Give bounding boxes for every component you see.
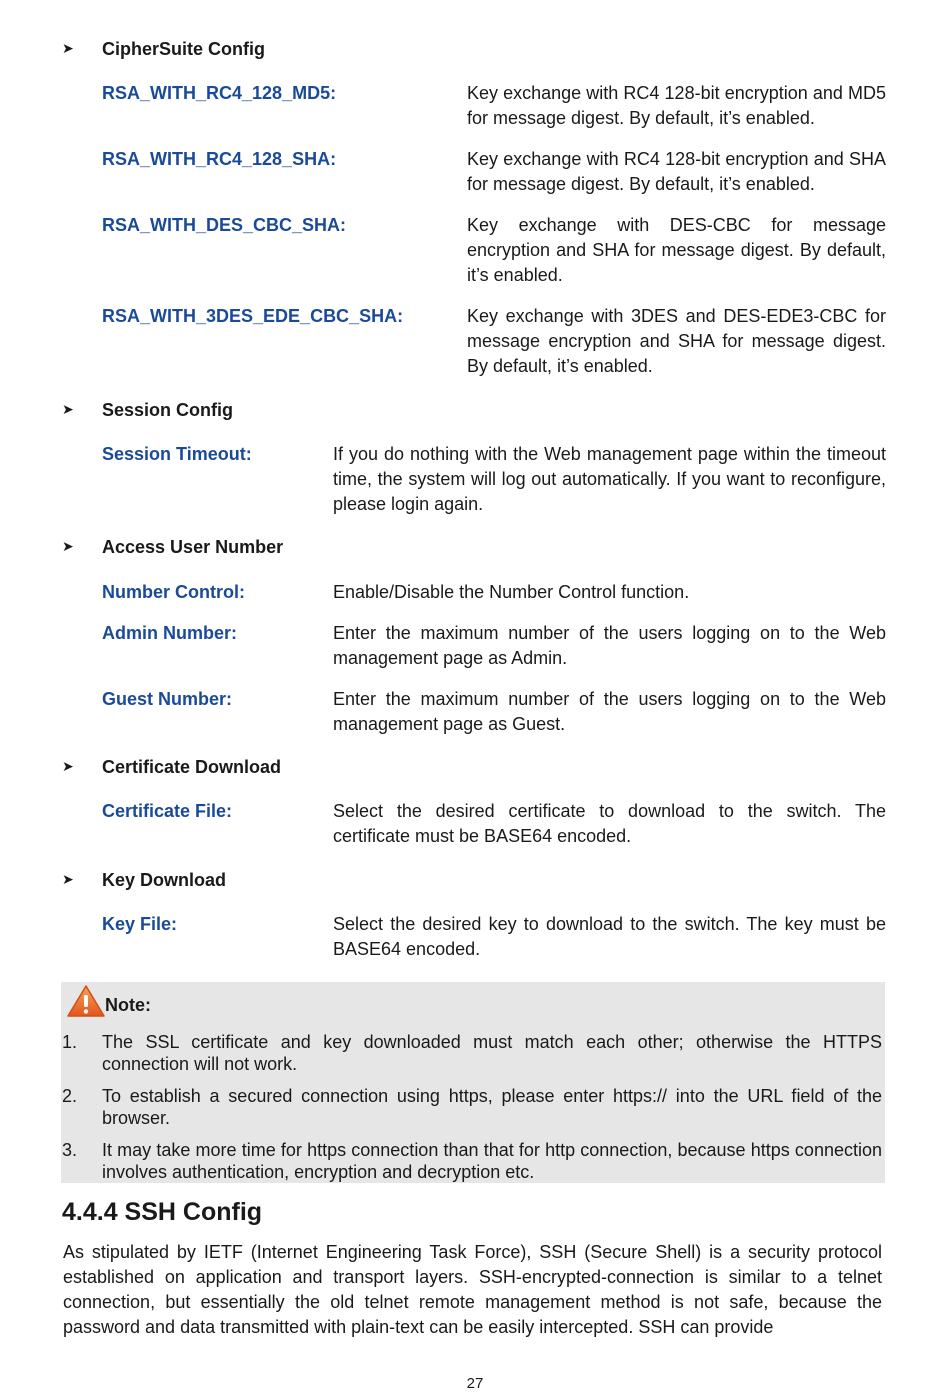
- section-title: Certificate Download: [102, 757, 282, 777]
- term-certificate-file: Certificate File:: [102, 801, 233, 821]
- section-title: Access User Number: [102, 537, 284, 557]
- section-heading-ssh-config: 4.4.4 SSH Config: [62, 1198, 263, 1226]
- desc-certificate-file: Select the desired certificate to download to the switch. The certificate must be BASE64 encoded.: [333, 801, 886, 846]
- desc-rsa-rc4-sha: Key exchange with RC4 128-bit encryption and SHA for message digest. By default, it’s enabled.: [467, 149, 886, 194]
- term-rsa-rc4-md5: RSA_WITH_RC4_128_MD5:: [102, 83, 337, 103]
- term-admin-number: Admin Number:: [102, 623, 237, 643]
- note-label: Note:: [105, 995, 151, 1015]
- section-heading-access-user-number: [62, 535, 283, 560]
- term-rsa-des-cbc-sha: RSA_WITH_DES_CBC_SHA:: [102, 215, 347, 235]
- arrowhead-bullet-icon: ➤: [62, 41, 74, 57]
- note-item: [62, 1031, 882, 1075]
- page-number: 27: [466, 1375, 484, 1392]
- section-title: Session Config: [102, 400, 234, 420]
- term-rsa-3des-ede-cbc-sha: RSA_WITH_3DES_EDE_CBC_SHA:: [102, 306, 404, 326]
- note-title: [66, 984, 151, 1018]
- term-rsa-rc4-sha: RSA_WITH_RC4_128_SHA:: [102, 149, 337, 169]
- note-item: [62, 1085, 882, 1129]
- arrowhead-bullet-icon: ➤: [62, 402, 74, 418]
- note-item-number: 2.: [62, 1086, 78, 1106]
- section-title: CipherSuite Config: [102, 39, 265, 59]
- term-session-timeout: Session Timeout:: [102, 444, 252, 464]
- desc-admin-number: Enter the maximum number of the users logging on to the Web management page as Admin.: [333, 623, 886, 668]
- note-item: [62, 1139, 882, 1183]
- note-item-text: The SSL certificate and key downloaded must match each other; otherwise the HTTPS connection will not work.: [102, 1032, 882, 1074]
- term-guest-number: Guest Number:: [102, 689, 233, 709]
- section-heading-ciphersuite: [62, 37, 265, 62]
- arrowhead-bullet-icon: ➤: [62, 759, 74, 775]
- desc-rsa-des-cbc-sha: Key exchange with DES-CBC for message encryption and SHA for message digest. By default, it’s enabled.: [467, 215, 886, 285]
- desc-key-file: Select the desired key to download to the switch. The key must be BASE64 encoded.: [333, 914, 886, 959]
- warning-triangle-icon: [66, 984, 106, 1018]
- term-number-control: Number Control:: [102, 582, 245, 602]
- desc-number-control: Enable/Disable the Number Control function.: [333, 582, 690, 602]
- term-key-file: Key File:: [102, 914, 178, 934]
- section-heading-key-download: [62, 868, 226, 893]
- note-item-number: 1.: [62, 1032, 78, 1052]
- section-heading-session: [62, 398, 233, 423]
- note-item-text: It may take more time for https connection than that for http connection, because https connection involves authentication, encryption and decryption etc.: [102, 1140, 882, 1182]
- desc-rsa-3des-ede-cbc-sha: Key exchange with 3DES and DES-EDE3-CBC for message encryption and SHA for message digest. By default, it’s enabled.: [467, 306, 886, 376]
- section-title: Key Download: [102, 870, 227, 890]
- desc-session-timeout: If you do nothing with the Web management page within the timeout time, the system will log out automatically. If you want to reconfigure, please login again.: [333, 444, 886, 514]
- arrowhead-bullet-icon: ➤: [62, 539, 74, 555]
- body-paragraph: As stipulated by IETF (Internet Engineering Task Force), SSH (Secure Shell) is a security protocol established on application and transport layers. SSH-encrypted-connection is similar to a telnet connection, but essentially the old telnet remote management method is not safe, because the password and data transmitted with plain-text can be easily intercepted. SSH can provide: [63, 1242, 882, 1337]
- arrowhead-bullet-icon: ➤: [62, 872, 74, 888]
- desc-rsa-rc4-md5: Key exchange with RC4 128-bit encryption and MD5 for message digest. By default, it’s enabled.: [467, 83, 886, 128]
- desc-guest-number: Enter the maximum number of the users logging on to the Web management page as Guest.: [333, 689, 886, 734]
- section-heading-certificate-download: [62, 755, 281, 780]
- note-item-number: 3.: [62, 1140, 78, 1160]
- note-item-text: To establish a secured connection using https, please enter https:// into the URL field of the browser.: [102, 1086, 882, 1128]
